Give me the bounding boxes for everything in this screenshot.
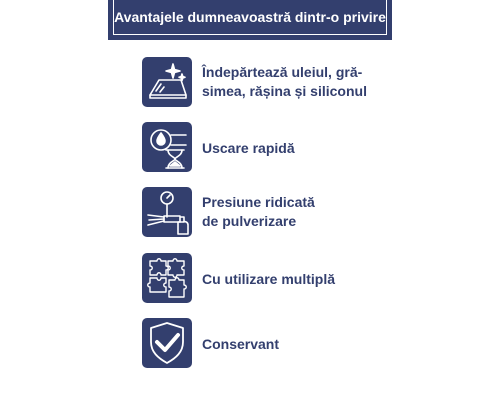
header-banner	[108, 0, 392, 40]
pressure-gauge-spray-icon	[142, 187, 192, 237]
benefit-row-fast-drying	[142, 122, 382, 172]
benefit-label-high-pressure	[202, 193, 315, 231]
benefit-row-high-pressure	[142, 187, 382, 237]
drop-hourglass-icon	[142, 122, 192, 172]
sparkling-surface-icon	[142, 57, 192, 107]
benefit-row-preservative	[142, 318, 382, 368]
benefit-row-multi-use	[142, 253, 382, 303]
benefit-label-line: Îndepărtează uleiul, gră-	[202, 64, 363, 80]
benefit-label-line: Uscare rapidă	[202, 140, 295, 156]
benefit-row-degreasing	[142, 57, 382, 107]
benefit-label-fast-drying	[202, 139, 295, 158]
benefit-label-line: Presiune ridicată	[202, 194, 315, 210]
shield-check-icon	[142, 318, 192, 368]
benefit-label-line: Cu utilizare multiplă	[202, 271, 336, 287]
benefit-label-line: de pulverizare	[202, 213, 297, 229]
benefit-label-multi-use	[202, 270, 335, 289]
benefit-label-degreasing	[202, 63, 367, 101]
benefit-label-line: Conservant	[202, 336, 280, 352]
header-title: Avantajele dumneavoastră dintr-o privire	[114, 9, 386, 25]
puzzle-pieces-icon	[142, 253, 192, 303]
benefit-label-line: simea, rășina și siliconul	[202, 83, 367, 99]
benefit-label-preservative	[202, 335, 279, 354]
